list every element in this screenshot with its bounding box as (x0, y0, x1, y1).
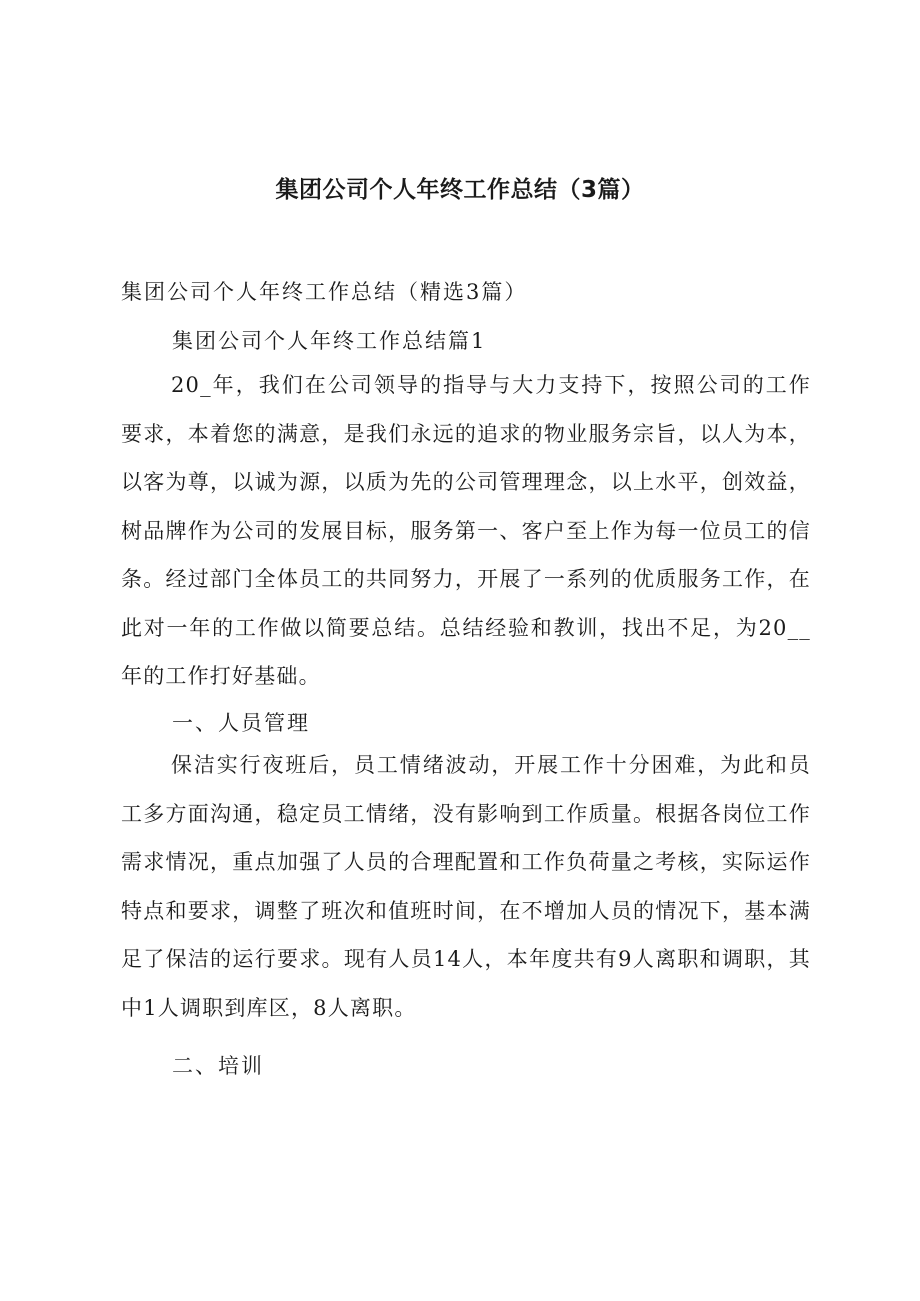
part-heading: 集团公司个人年终工作总结篇1 (172, 329, 487, 353)
section-heading-personnel: 一、人员管理 (172, 711, 310, 735)
paragraph-personnel: 保洁实行夜班后，员工情绪波动，开展工作十分困难，为此和员工多方面沟通，稳定员工情绪，没有影响到工作质量。根据各岗位工作需求情况，重点加强了人员的合理配置和工作负荷量之考核，实际运作特点和要求，调整了班次和值班时间，在不增加人员的情况下，基本满足了保洁的运行要求。现有人员14人，本年度共有9人离职和调职，其中1人调职到库区，8人离职。 (121, 753, 811, 1020)
paragraph-intro: 20_年，我们在公司领导的指导与大力支持下，按照公司的工作要求，本着您的满意，是我们永远的追求的物业服务宗旨，以人为本，以客为尊，以诚为源，以质为先的公司管理理念，以上水平，创效益，树品牌作为公司的发展目标，服务第一、客户至上作为每一位员工的信条。经过部门全体员工的共同努力，开展了一系列的优质服务工作，在此对一年的工作做以简要总结。总结经验和教训，找出不足，为20__年的工作打好基础。 (121, 373, 811, 688)
document-subtitle: 集团公司个人年终工作总结（精选3篇） (121, 280, 528, 304)
document-title: 集团公司个人年终工作总结（3篇） (275, 177, 645, 203)
section-heading-training: 二、培训 (172, 1054, 264, 1078)
